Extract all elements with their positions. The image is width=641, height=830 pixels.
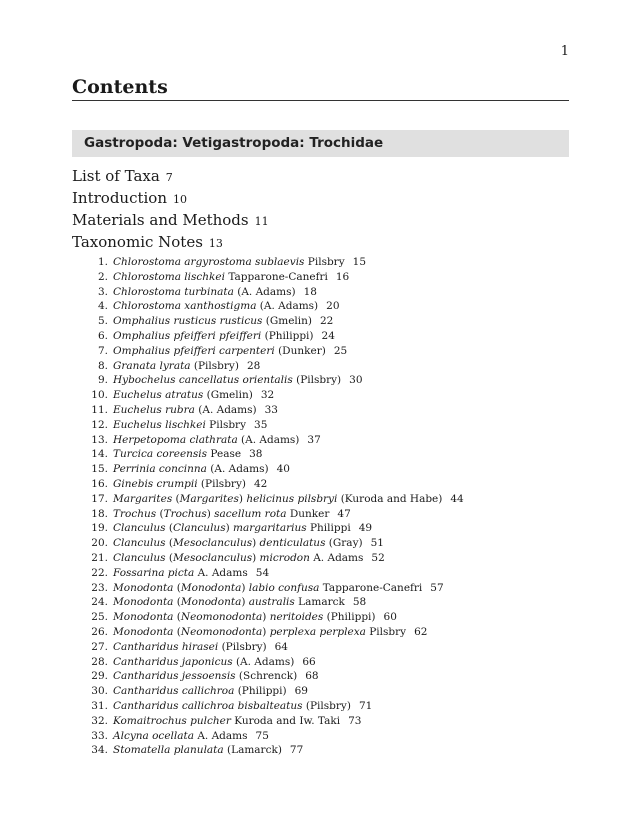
taxon-name — [113, 270, 328, 285]
taxon-number: 3. — [97, 285, 108, 298]
taxon-number: 9. — [97, 374, 108, 387]
taxon-entry[interactable] — [72, 329, 569, 344]
taxon-number: 13. — [91, 433, 108, 446]
taxon-number: 32. — [91, 714, 108, 727]
taxon-entry[interactable] — [72, 655, 569, 670]
taxon-name-roman: A. Adams — [194, 566, 248, 579]
taxon-page: 75 — [255, 729, 269, 742]
taxon-name-italic: Stomatella planulata — [113, 744, 224, 757]
taxon-number: 11. — [91, 403, 108, 416]
taxon-name — [113, 566, 248, 581]
taxon-number: 29. — [91, 670, 108, 683]
taxon-name — [113, 388, 253, 403]
toc-entry[interactable] — [72, 231, 269, 253]
taxon-name-italic: Monodonta — [180, 581, 242, 594]
taxon-name — [113, 595, 345, 610]
taxon-number: 10. — [91, 389, 108, 402]
taxon-number: 16. — [91, 477, 108, 490]
taxon-name — [113, 477, 246, 492]
taxon-entry[interactable] — [72, 729, 569, 744]
taxon-name-italic: Cantharidus jessoensis — [113, 670, 236, 683]
taxon-entry[interactable] — [72, 477, 569, 492]
toc-entry-page: 13 — [208, 237, 223, 250]
taxon-entry[interactable] — [72, 344, 569, 359]
taxon-name — [113, 536, 363, 551]
taxon-name-roman: (Kuroda and Habe) — [337, 492, 443, 505]
taxon-name-roman: ( — [173, 581, 181, 594]
taxon-name-italic: Perrinia concinna — [113, 463, 207, 476]
taxon-name-italic: Cantharidus callichroa — [113, 685, 235, 698]
taxon-entry[interactable] — [72, 314, 569, 329]
taxon-page: 16 — [335, 270, 350, 283]
taxon-name-italic: Chlorostoma turbinata — [113, 285, 234, 298]
taxon-name-italic: australis — [248, 596, 295, 609]
taxon-number: 33. — [91, 729, 108, 742]
taxon-number: 34. — [91, 744, 108, 757]
taxon-name-roman: (A. Adams) — [256, 300, 319, 313]
taxon-name-roman: Pilsbry — [205, 418, 247, 431]
taxon-name-roman: (Philippi) — [261, 329, 314, 342]
taxon-name — [113, 610, 376, 625]
taxon-name — [113, 655, 294, 670]
taxon-name-roman: ) — [241, 581, 249, 594]
taxon-name — [113, 462, 269, 477]
toc-entry-page: 11 — [254, 215, 269, 228]
taxon-name-italic: Mesoclanculus — [173, 551, 253, 564]
taxon-name-italic: Chlorostoma xanthostigma — [113, 300, 257, 313]
taxon-entry[interactable] — [72, 610, 569, 625]
taxon-number: 19. — [91, 522, 108, 535]
taxon-number: 18. — [91, 507, 108, 520]
section-header: Gastropoda: Vetigastropoda: Trochidae — [72, 130, 569, 157]
taxon-name — [113, 625, 406, 640]
taxon-name-roman: (Pilsbry) — [197, 477, 246, 490]
taxon-entry[interactable] — [72, 566, 569, 581]
taxon-page: 66 — [302, 655, 316, 668]
taxon-name — [113, 684, 287, 699]
taxa-list — [72, 255, 569, 758]
taxon-name-italic: Monodonta — [113, 596, 174, 609]
taxon-entry[interactable] — [72, 299, 569, 314]
taxon-page: 51 — [370, 537, 384, 550]
taxon-entry[interactable] — [72, 270, 569, 285]
taxon-name-italic: Cantharidus japonicus — [113, 655, 233, 668]
taxon-name-italic: Euchelus lischkei — [113, 418, 206, 431]
toc-entry-title: List of Taxa — [72, 167, 160, 185]
taxon-page: 32 — [260, 389, 275, 402]
taxon-number: 31. — [91, 699, 108, 712]
taxon-name-roman: Kuroda and Iw. Taki — [230, 714, 341, 727]
title-rule — [72, 100, 569, 101]
taxon-number: 12. — [91, 418, 108, 431]
taxon-name-italic: Monodonta — [180, 596, 242, 609]
taxon-name-roman: ) — [238, 492, 247, 505]
taxon-number: 1. — [97, 256, 108, 268]
taxon-name — [113, 329, 314, 344]
taxon-name-roman: ( — [165, 522, 174, 535]
taxon-name-roman: (Philippi) — [323, 611, 376, 624]
taxon-name-roman: ( — [165, 551, 174, 564]
taxon-page: 42 — [253, 477, 268, 490]
taxon-name-roman: ) — [241, 596, 249, 609]
taxon-name-italic: Chlorostoma lischkei — [113, 270, 225, 283]
taxon-name-italic: Monodonta — [113, 625, 174, 638]
taxon-entry[interactable] — [72, 699, 569, 714]
page-number: 1 — [560, 44, 569, 59]
taxon-name — [113, 314, 312, 329]
taxon-name-italic: Clanculus — [173, 522, 226, 535]
taxon-name-roman: ( — [173, 625, 181, 638]
toc-entry-title: Introduction — [72, 189, 167, 207]
taxon-name-italic: Chlorostoma argyrostoma sublaevis — [113, 256, 305, 268]
toc-entry[interactable] — [72, 165, 269, 187]
taxon-name-italic: Komaitrochus pulcher — [113, 714, 231, 727]
taxon-entry[interactable] — [72, 743, 569, 758]
taxon-entry[interactable] — [72, 373, 569, 388]
taxon-entry[interactable] — [72, 551, 569, 566]
taxon-name-italic: Omphalius pfeifferi carpenteri — [113, 344, 275, 357]
taxon-name-roman: ( — [156, 507, 164, 520]
taxon-name-italic: Margarites — [179, 492, 239, 505]
taxon-page: 68 — [305, 670, 319, 683]
taxon-name-italic: Euchelus rubra — [113, 403, 195, 416]
taxon-number: 22. — [91, 566, 108, 579]
taxon-name-italic: perplexa perplexa — [269, 625, 366, 638]
taxon-page: 18 — [303, 285, 317, 298]
taxon-name — [113, 255, 345, 270]
taxon-page: 58 — [352, 596, 367, 609]
taxon-name-roman: ( — [173, 596, 181, 609]
taxon-page: 35 — [254, 418, 268, 431]
taxon-name-italic: Herpetopoma clathrata — [113, 433, 238, 446]
taxon-number: 7. — [97, 344, 108, 357]
taxon-page: 64 — [274, 640, 288, 653]
taxon-name-italic: denticulatus — [259, 537, 326, 550]
taxon-page: 54 — [255, 566, 270, 579]
taxon-name-roman: (Philippi) — [234, 685, 287, 698]
taxon-name-roman: Pilsbry — [304, 256, 345, 268]
taxon-entry[interactable] — [72, 536, 569, 551]
taxon-page: 40 — [276, 463, 290, 476]
taxon-name-roman: ) — [252, 537, 260, 550]
taxon-name — [113, 447, 241, 462]
taxon-name-roman: ( — [165, 537, 174, 550]
taxon-name — [113, 507, 329, 522]
taxon-name-italic: Omphalius pfeifferi pfeifferi — [113, 329, 262, 342]
taxon-number: 20. — [91, 537, 108, 550]
taxon-name — [113, 581, 422, 596]
taxon-page: 44 — [450, 492, 464, 505]
taxon-entry[interactable] — [72, 521, 569, 536]
taxon-name-italic: Trochus — [113, 507, 157, 520]
taxon-name — [113, 729, 248, 744]
taxon-name-roman: ( — [173, 611, 181, 624]
taxon-page: 49 — [358, 522, 373, 535]
taxon-number: 24. — [91, 596, 108, 609]
taxon-entry[interactable] — [72, 625, 569, 640]
taxon-name-italic: neritoides — [269, 611, 324, 624]
taxon-page: 22 — [320, 315, 334, 328]
toc-entry-page: 7 — [165, 171, 173, 184]
top-level-entries — [72, 165, 269, 253]
taxon-name-italic: Cantharidus callichroa bisbalteatus — [113, 699, 303, 712]
taxon-name-italic: margaritarius — [233, 522, 307, 535]
taxon-name-italic: Neomonodonta — [180, 625, 263, 638]
taxon-name-italic: Neomonodonta — [180, 611, 263, 624]
taxon-name-roman: Dunker — [286, 507, 330, 520]
taxon-name — [113, 403, 257, 418]
taxon-number: 6. — [97, 329, 108, 342]
taxon-entry[interactable] — [72, 714, 569, 729]
taxon-number: 21. — [91, 551, 108, 564]
taxon-name-italic: Turcica coreensis — [113, 448, 208, 461]
taxon-name-roman: Philippi — [306, 522, 351, 535]
taxon-entry[interactable] — [72, 581, 569, 596]
taxon-name — [113, 640, 267, 655]
taxon-name-roman: ) — [225, 522, 234, 535]
taxon-entry[interactable] — [72, 462, 569, 477]
taxon-number: 26. — [91, 625, 108, 638]
taxon-page: 62 — [414, 625, 428, 638]
taxon-number: 30. — [91, 685, 108, 698]
taxon-name-italic: Clanculus — [113, 537, 166, 550]
taxon-name-roman: (Pilsbry) — [292, 374, 342, 387]
taxon-page: 28 — [246, 359, 261, 372]
taxon-name-roman: (A. Adams) — [237, 433, 300, 446]
taxon-entry[interactable] — [72, 669, 569, 684]
taxon-page: 15 — [352, 256, 367, 268]
taxon-name-roman: ( — [172, 492, 180, 505]
taxon-name — [113, 299, 318, 314]
taxon-name — [113, 714, 340, 729]
taxon-entry[interactable] — [72, 359, 569, 374]
taxon-page: 77 — [289, 744, 304, 757]
taxon-name-roman: (A. Adams) — [194, 403, 257, 416]
taxon-name-roman: (A. Adams) — [233, 285, 296, 298]
taxon-name-italic: Euchelus atratus — [113, 389, 204, 402]
toc-entry[interactable] — [72, 187, 269, 209]
taxon-name-roman: A. Adams — [309, 551, 364, 564]
taxon-name-italic: Monodonta — [113, 611, 174, 624]
taxon-name-roman: ) — [206, 507, 215, 520]
taxon-entry[interactable] — [72, 418, 569, 433]
taxon-page: 52 — [371, 551, 385, 564]
taxon-page: 20 — [326, 300, 340, 313]
taxon-number: 28. — [91, 655, 108, 668]
taxon-page: 24 — [321, 329, 335, 342]
taxon-name — [113, 492, 442, 507]
taxon-page: 33 — [264, 403, 278, 416]
taxon-page: 30 — [349, 374, 363, 387]
taxon-name-roman: A. Adams — [194, 729, 248, 742]
taxon-name-roman: (Pilsbry) — [302, 699, 351, 712]
taxon-name-italic: Granata lyrata — [113, 359, 191, 372]
taxon-name-italic: Mesoclanculus — [173, 537, 253, 550]
taxon-name-italic: Fossarina picta — [113, 566, 195, 579]
taxon-name-roman: (A. Adams) — [206, 463, 269, 476]
taxon-name-roman: (Gray) — [325, 537, 363, 550]
taxon-name — [113, 285, 296, 300]
toc-entry[interactable] — [72, 209, 269, 231]
taxon-name-italic: Monodonta — [113, 581, 174, 594]
taxon-page: 37 — [307, 433, 321, 446]
taxon-name-roman: (Gmelin) — [203, 389, 253, 402]
taxon-name-roman: Pease — [207, 448, 242, 461]
taxon-name-roman: (Pilsbry) — [218, 640, 267, 653]
taxon-entry[interactable] — [72, 684, 569, 699]
taxon-name — [113, 551, 363, 566]
taxon-name-roman: Tapparone-Canefri — [319, 581, 423, 594]
taxon-name — [113, 521, 351, 536]
taxon-name-roman: (Pilsbry) — [190, 359, 239, 372]
taxon-entry[interactable] — [72, 595, 569, 610]
taxon-number: 15. — [91, 463, 108, 476]
taxon-name-roman: ) — [262, 625, 270, 638]
taxon-name — [113, 418, 246, 433]
taxon-name-italic: labio confusa — [248, 581, 320, 594]
taxon-number: 4. — [97, 300, 108, 313]
taxon-page: 38 — [249, 448, 263, 461]
taxon-name-italic: Trochus — [163, 507, 207, 520]
taxon-name-roman: Tapparone-Canefri — [224, 270, 328, 283]
taxon-name-italic: Clanculus — [113, 522, 166, 535]
taxon-page: 73 — [348, 714, 362, 727]
taxon-entry[interactable] — [72, 507, 569, 522]
taxon-entry[interactable] — [72, 388, 569, 403]
taxon-name — [113, 433, 299, 448]
taxon-entry[interactable] — [72, 433, 569, 448]
taxon-name-italic: microdon — [259, 551, 310, 564]
taxon-number: 5. — [97, 315, 108, 328]
page-title: Contents — [72, 76, 168, 98]
taxon-name — [113, 344, 326, 359]
taxon-entry[interactable] — [72, 447, 569, 462]
taxon-number: 2. — [97, 270, 108, 283]
taxon-number: 25. — [91, 611, 108, 624]
taxon-name — [113, 359, 239, 374]
taxon-name-italic: Clanculus — [113, 551, 166, 564]
taxon-name-roman: (Gmelin) — [262, 315, 312, 328]
taxon-name-italic: sacellum rota — [214, 507, 287, 520]
taxon-name-roman: Lamarck — [294, 596, 345, 609]
taxon-page: 71 — [358, 699, 373, 712]
toc-entry-page: 10 — [173, 193, 187, 206]
taxon-name-italic: helicinus pilsbryi — [246, 492, 338, 505]
taxon-name — [113, 699, 351, 714]
taxon-entry[interactable] — [72, 285, 569, 300]
taxon-name-italic: Omphalius rusticus rusticus — [113, 315, 263, 328]
toc-entry-title: Materials and Methods — [72, 211, 249, 229]
taxon-name-italic: Alcyna ocellata — [113, 729, 194, 742]
taxon-page: 69 — [294, 685, 308, 698]
taxon-page: 25 — [333, 344, 348, 357]
taxon-number: 17. — [91, 492, 108, 505]
taxon-name — [113, 743, 282, 758]
taxon-entry[interactable] — [72, 403, 569, 418]
taxon-page: 57 — [430, 581, 444, 594]
taxon-name-roman: (Lamarck) — [223, 744, 282, 757]
taxon-name — [113, 373, 341, 388]
taxon-name-roman: Pilsbry — [365, 625, 407, 638]
taxon-name-italic: Hybochelus cancellatus orientalis — [113, 374, 293, 387]
taxon-name — [113, 669, 297, 684]
taxon-entry[interactable] — [72, 255, 569, 270]
taxon-name-roman: (Dunker) — [274, 344, 326, 357]
taxon-page: 47 — [337, 507, 351, 520]
taxon-page: 60 — [383, 611, 397, 624]
taxon-name-roman: (Schrenck) — [235, 670, 298, 683]
taxon-name-italic: Margarites — [113, 492, 173, 505]
toc-entry-title: Taxonomic Notes — [72, 233, 203, 251]
taxon-entry[interactable] — [72, 492, 569, 507]
taxon-entry[interactable] — [72, 640, 569, 655]
taxon-name-italic: Cantharidus hirasei — [113, 640, 219, 653]
taxon-name-roman: ) — [252, 551, 260, 564]
taxon-number: 27. — [91, 640, 108, 653]
taxon-number: 14. — [91, 448, 108, 461]
taxon-number: 8. — [97, 359, 108, 372]
taxon-name-italic: Ginebis crumpii — [113, 477, 198, 490]
taxon-number: 23. — [91, 581, 108, 594]
taxon-name-roman: (A. Adams) — [232, 655, 295, 668]
taxon-name-roman: ) — [262, 611, 270, 624]
